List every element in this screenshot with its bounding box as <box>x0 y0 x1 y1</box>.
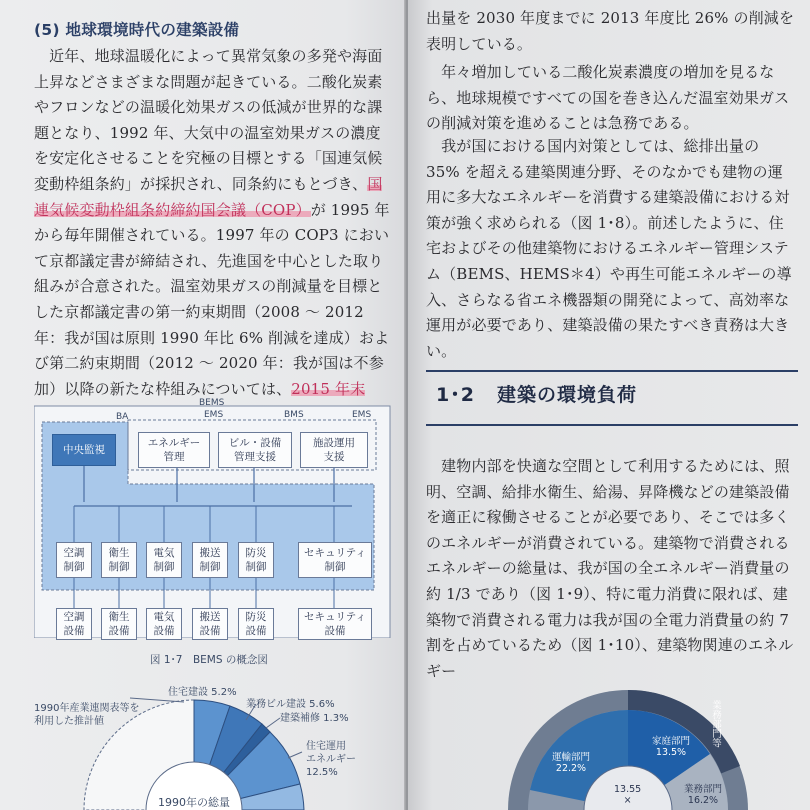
disaster-equipment-box: 防災 設備 <box>238 608 274 640</box>
sanitary-equipment-box: 衛生 設備 <box>101 608 137 640</box>
donut-center: 13.55 × <box>614 784 642 806</box>
emissions-pie-chart <box>34 680 404 810</box>
disaster-control-box: 防災 制御 <box>238 542 274 578</box>
right-paragraph-1: 出量を 2030 年度までに 2013 年度比 26% の削減を表明している。 <box>426 9 795 53</box>
section-rule-bottom <box>426 424 798 426</box>
pie-label-office-construction: 業務ビル建設 5.6% <box>246 699 335 710</box>
right-paragraph-3: 我が国における国内対策としては、総排出量の 35% を超える建築関連分野、そのなかでも建物の運用に多大なエネルギーを消費する建築設備における対策が強く求められる（図 1･8）。前述したように、住宅およびその他建築物におけるエネルギー管理システム（BEMS、HEMS＊4）や再生可能エネルギーの導入、さらなる省エネ機器類の開発によって、高効率な運用が必要であり、建築設備の果たすべき責務は大きい。 <box>426 137 792 360</box>
hvac-control-box: 空調 制御 <box>56 542 92 578</box>
highlight-cop: 国連気候変動枠組条約締約国会議（COP） <box>34 174 383 219</box>
bems-diagram <box>34 398 392 638</box>
paragraph-text: 近年、地球温暖化によって異常気象の多発や海面上昇などさまざまな問題が起きている。二酸化炭素やフロンなどの温暖化効果ガスの低減が世界的な課題となり、1992 年、大気中の温室効果ガスの濃度を安定化させることを究極の目標とする「国連気候変動枠組条約」が採択され、同条約にもとづき、 <box>34 47 383 193</box>
facility-operation-box: 施設運用 支援 <box>300 432 368 468</box>
ems-label-2: EMS <box>352 410 372 420</box>
donut-outer-label: 業務部門等 <box>710 700 721 748</box>
pie-label-repair: 建築補修 1.3% <box>280 713 349 724</box>
electric-equipment-box: 電気 設備 <box>146 608 182 640</box>
right-page <box>408 0 810 810</box>
donut-seg-transport: 運輸部門 22.2% <box>552 752 591 774</box>
donut-seg-commercial: 業務部門 16.2% <box>684 784 723 806</box>
sanitary-control-box: 衛生 制御 <box>101 542 137 578</box>
right-paragraph-4: 建物内部を快適な空間として利用するためには、照明、空調、給排水衛生、給湯、昇降機などの建築設備を適正に稼働させることが必要であり、そこでは多くのエネルギーが消費されている。建築物で消費されるエネルギーの総量は、我が国の全エネルギー消費量の約 1/3 であり（図 1･9）、特に電力消費に限れば、建築物で消費される電力は我が国の全電力消費量の約 7 割を占めているため（図 1･10）、建築物関連のエネルギー <box>426 457 794 680</box>
bems-label: BEMS <box>199 398 225 408</box>
section-number: 1･2 <box>436 384 475 406</box>
ems-label: EMS <box>204 410 224 420</box>
hvac-equipment-box: 空調 設備 <box>56 608 92 640</box>
security-control-box: セキュリティ 制御 <box>298 542 372 578</box>
pie-label-housing-construction: 住宅建設 5.2% <box>168 687 237 698</box>
section-rule-top <box>426 370 798 372</box>
section-heading-text: 建築の環境負荷 <box>496 384 637 406</box>
ba-label: BA <box>116 412 129 422</box>
pie-note: 1990年産業連関表等を 利用した推計値 <box>34 703 140 727</box>
highlight-2015: 2015 年末 <box>291 379 366 398</box>
paragraph-text-2: が 1995 年から毎年開催されている。1997 年の COP3 において京都議定書が締結され、先進国を中心とした取り組みが合意された。温室効果ガスの削減量を目標とした京都議定書の第一約束期間（2008 ～ 2012 年：我が国は原則 1990 年比 6% 削減を達成）および第二約束期間（2012 ～ 2020 年：我が国は不参加）以降の新たな枠組みについては、 <box>34 200 390 398</box>
bms-label: BMS <box>284 410 304 420</box>
donut-seg-household: 家庭部門 13.5% <box>652 736 691 758</box>
energy-management-box: エネルギー 管理 <box>138 432 210 468</box>
central-monitoring-box: 中央監視 <box>52 434 116 466</box>
transport-equipment-box: 搬送 設備 <box>192 608 228 640</box>
pie-label-housing-energy: 住宅運用 エネルギー 12.5% <box>306 741 356 778</box>
security-equipment-box: セキュリティ 設備 <box>298 608 372 640</box>
figure-caption: 図 1･7 BEMS の概念図 <box>150 654 268 666</box>
section-heading <box>436 380 637 407</box>
transport-control-box: 搬送 制御 <box>192 542 228 578</box>
energy-donut-chart <box>478 680 778 810</box>
right-paragraph-2: 年々増加している二酸化炭素濃度の増加を見るなら、地球規模ですべての国を巻き込んだ温室効果ガスの削減対策を進めることは急務である。 <box>426 63 790 133</box>
body-paragraph <box>34 44 394 402</box>
building-management-box: ビル・設備 管理支援 <box>218 432 292 468</box>
section-title: (5) 地球環境時代の建築設備 <box>34 21 240 39</box>
pie-center-label: 1990年の総量 <box>158 796 230 809</box>
electric-control-box: 電気 制御 <box>146 542 182 578</box>
